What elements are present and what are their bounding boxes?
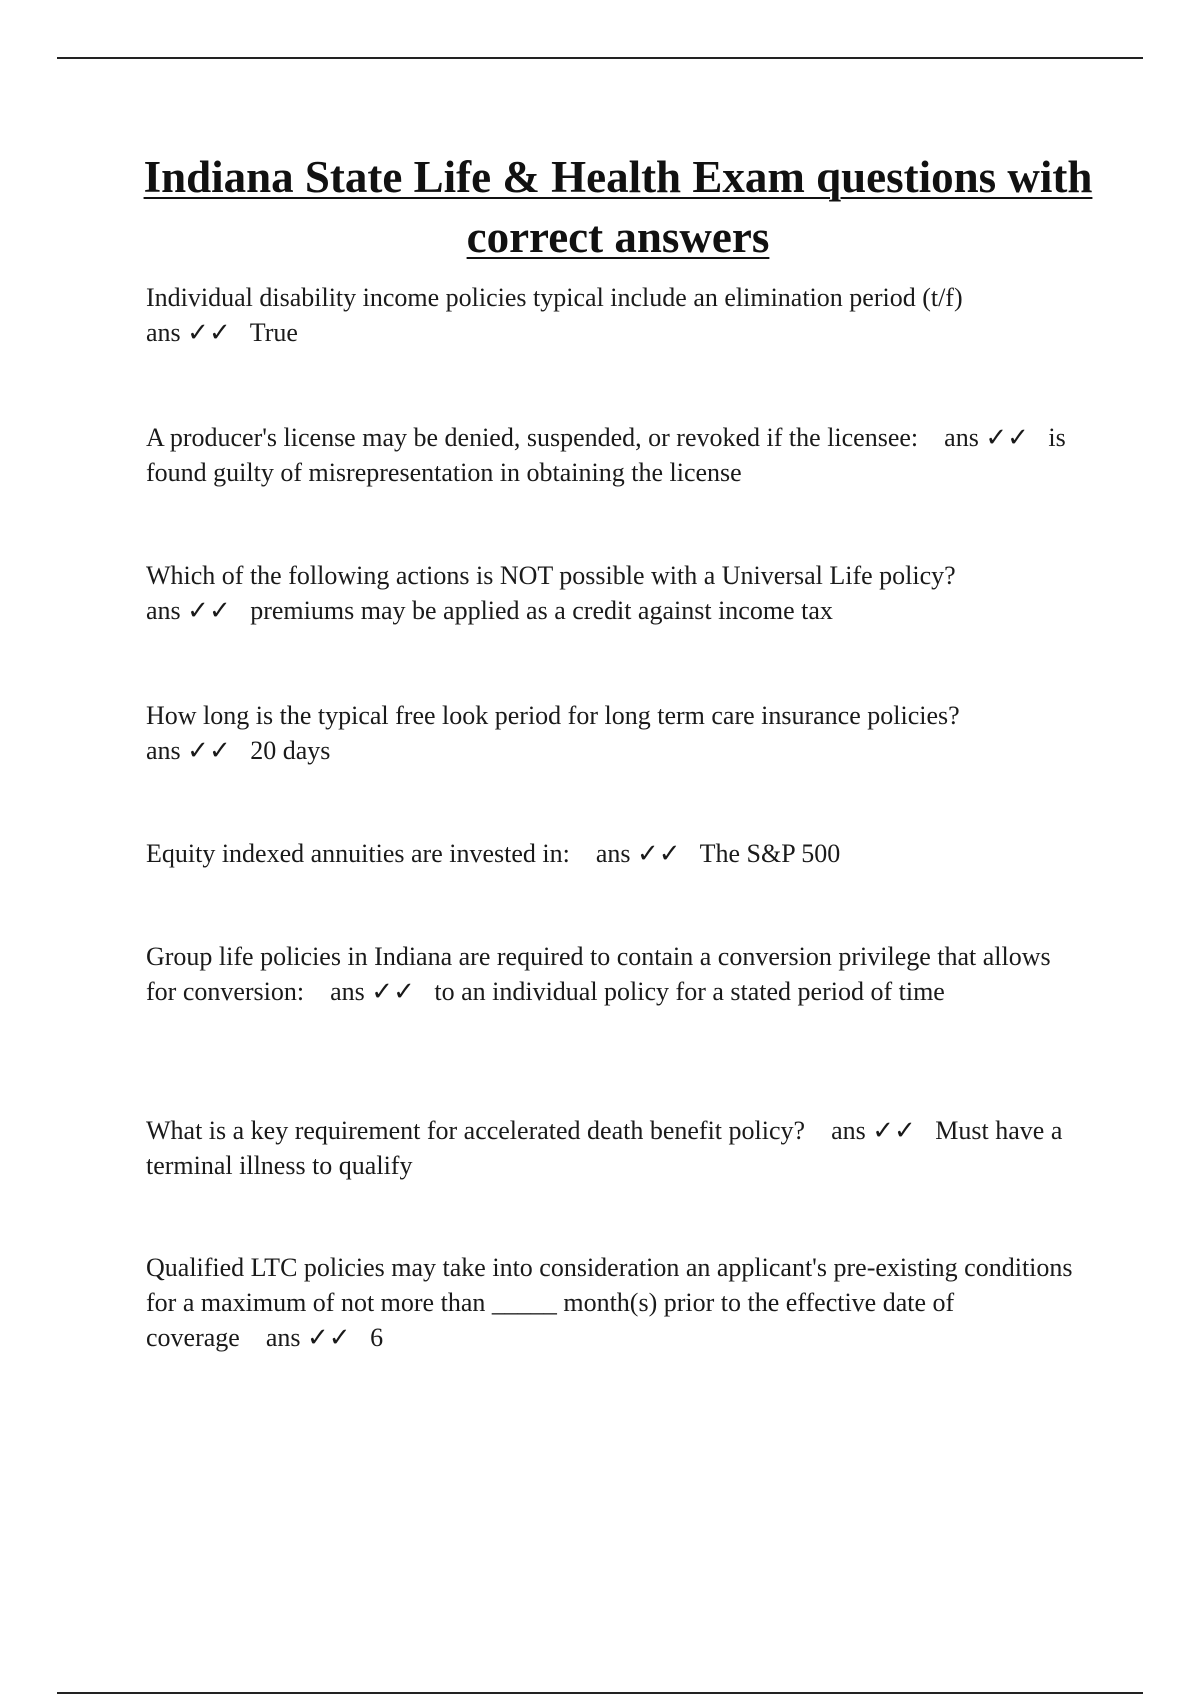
- question-1: Individual disability income policies typical include an elimination period (t/f): [146, 283, 963, 312]
- answer-marker-3: ans ✓✓: [146, 596, 231, 625]
- answer-5: The S&P 500: [699, 839, 841, 868]
- answer-marker-8: ans ✓✓: [265, 1323, 351, 1352]
- qa-item-6: [146, 939, 1076, 1113]
- question-5: Equity indexed annuities are invested in:: [146, 839, 570, 868]
- answer-7: Must have a terminal illness to qualify: [146, 1116, 1069, 1180]
- answer-marker-1: ans ✓✓: [146, 318, 231, 347]
- document-title: Indiana State Life & Health Exam questions with correct answers: [143, 152, 1093, 262]
- question-2: A producer's license may be denied, suspended, or revoked if the licensee:: [146, 423, 919, 452]
- answer-marker-4: ans ✓✓: [146, 736, 231, 765]
- qa-list: [146, 280, 1080, 1370]
- answer-6: to an individual policy for a stated period of time: [434, 977, 945, 1006]
- answer-8: 6: [370, 1323, 384, 1352]
- qa-item-2: [146, 420, 1076, 558]
- question-7: What is a key requirement for accelerated death benefit policy?: [146, 1116, 806, 1145]
- qa-item-7: [146, 1113, 1076, 1250]
- top-rule: [57, 57, 1143, 59]
- question-8: Qualified LTC policies may take into consideration an applicant's pre-existing conditions for a maximum of not more than _____ month(s) prior to the effective date of coverage: [146, 1253, 1080, 1352]
- answer-2: is found guilty of misrepresentation in obtaining the license: [146, 423, 1073, 487]
- answer-marker-6: ans ✓✓: [330, 977, 415, 1006]
- answer-3: premiums may be applied as a credit against income tax: [250, 596, 833, 625]
- question-4: How long is the typical free look period for long term care insurance policies?: [146, 701, 960, 730]
- qa-item-3: [146, 558, 1076, 698]
- qa-item-5: [146, 836, 1076, 939]
- answer-marker-5: ans ✓✓: [595, 839, 681, 868]
- answer-1: True: [249, 318, 298, 347]
- qa-item-1: [146, 280, 1076, 420]
- qa-item-4: [146, 698, 1076, 836]
- answer-marker-7: ans ✓✓: [831, 1116, 916, 1145]
- bottom-rule: [57, 1692, 1143, 1694]
- question-3: Which of the following actions is NOT possible with a Universal Life policy?: [146, 561, 956, 590]
- question-6: Group life policies in Indiana are required to contain a conversion privilege that allows for conversion:: [146, 942, 1058, 1006]
- qa-item-8: [146, 1250, 1080, 1370]
- answer-marker-2: ans ✓✓: [944, 423, 1029, 452]
- answer-4: 20 days: [250, 736, 331, 765]
